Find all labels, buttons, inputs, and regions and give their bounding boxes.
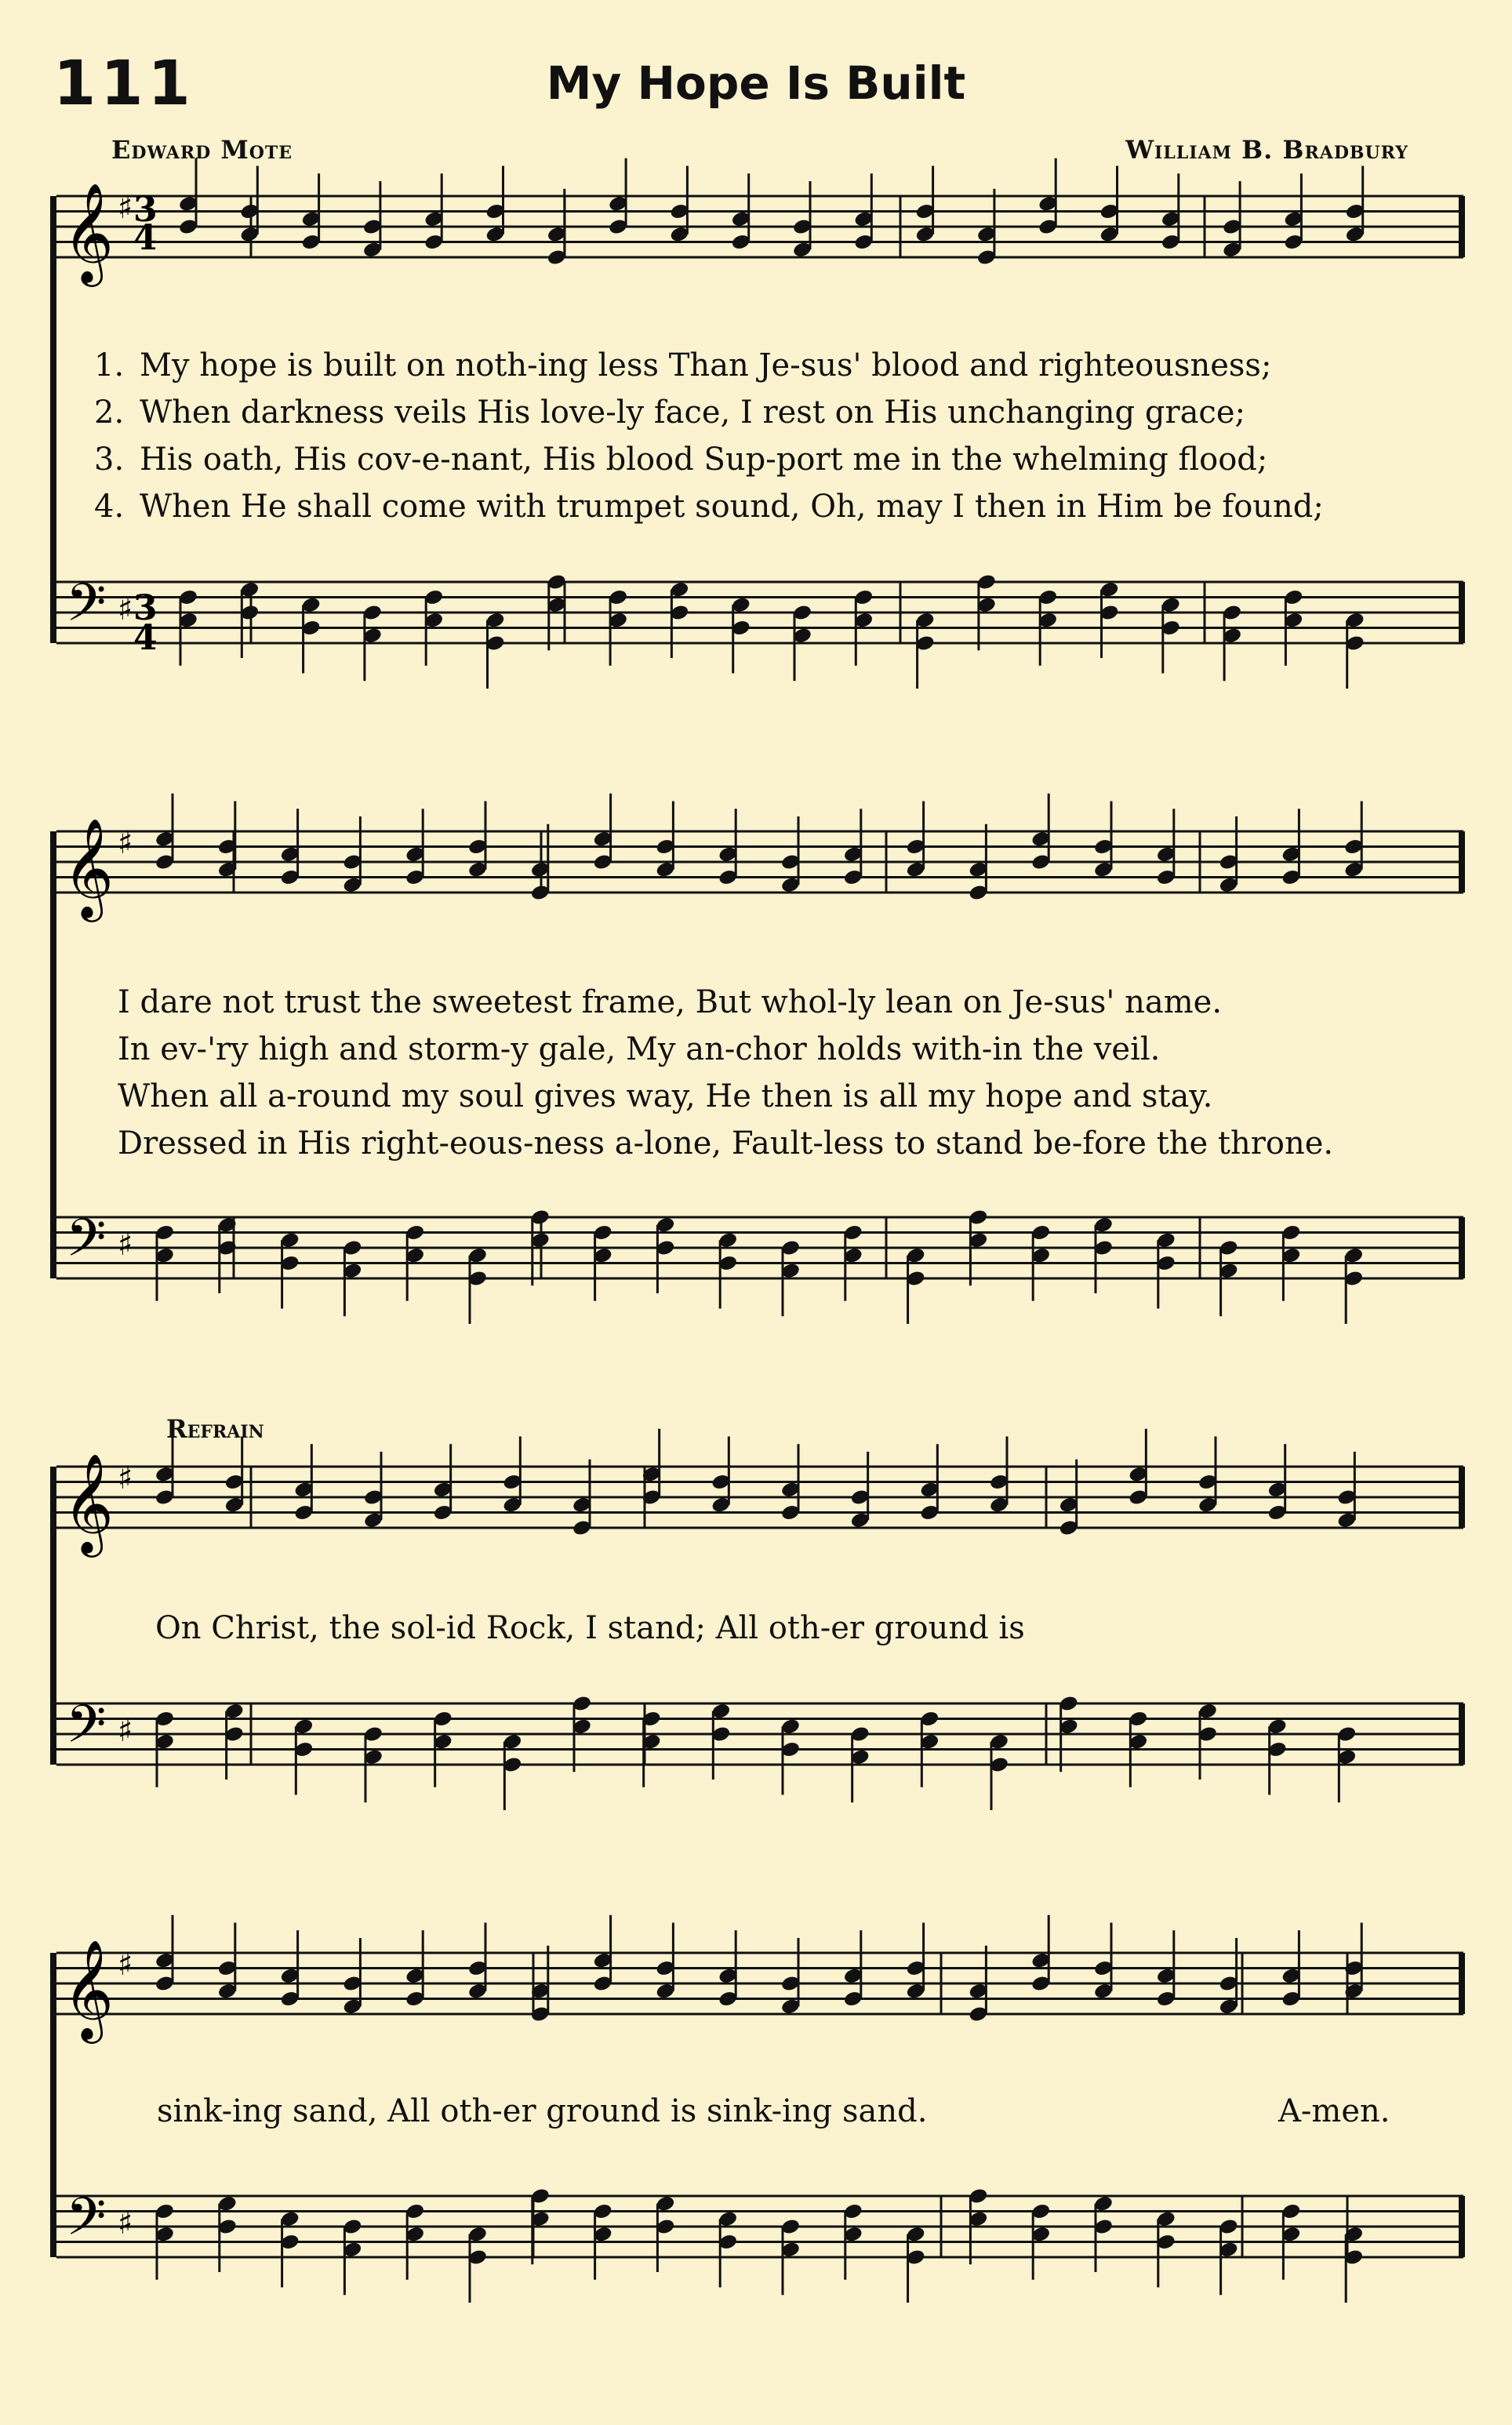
end-bar-line: [1459, 1953, 1465, 2014]
sharp-icon: ♯: [118, 1947, 133, 1983]
sharp-icon: ♯: [118, 591, 133, 627]
sharp-icon: ♯: [118, 1227, 133, 1263]
bass-clef-icon: 𝄢: [66, 1208, 107, 1281]
refrain-label: Refrain: [166, 1414, 264, 1444]
verse-3-line-2: When all a-round my soul gives way, He then is all my hope and stay.: [118, 1078, 1213, 1114]
end-bar-line: [1459, 196, 1465, 257]
system-bracket: [50, 1467, 56, 1765]
bass-clef-icon: 𝄢: [66, 1694, 107, 1767]
treble-clef-icon: 𝄞: [63, 182, 114, 282]
verse-1-line-1: 1. My hope is built on noth-ing less Than Je-sus' blood and righteousness;: [94, 347, 1272, 384]
verse-1-line-2: I dare not trust the sweetest frame, But whol-ly lean on Je-sus' name.: [118, 984, 1223, 1020]
time-signature-digit: 4: [133, 218, 158, 258]
system-bracket: [50, 196, 56, 643]
system-bracket: [50, 831, 56, 1278]
sharp-icon: ♯: [118, 2205, 133, 2241]
refrain-line-2: sink-ing sand, All oth-er ground is sink-ing sand.: [157, 2093, 928, 2129]
treble-clef-icon: 𝄞: [63, 1452, 114, 1553]
treble-clef-icon: 𝄞: [63, 817, 114, 918]
sharp-icon: ♯: [118, 190, 133, 226]
system-bracket: [50, 1953, 56, 2257]
lyricist-credit: Edward Mote: [111, 135, 293, 165]
sharp-icon: ♯: [118, 1460, 133, 1496]
end-bar-line: [1459, 1217, 1465, 1278]
time-signature-digit: 3: [133, 190, 158, 230]
time-signature-digit: 4: [133, 618, 158, 658]
sharp-icon: ♯: [118, 1713, 133, 1749]
verse-2-line-2: In ev-'ry high and storm-y gale, My an-chor holds with-in the veil.: [118, 1031, 1161, 1067]
treble-clef-icon: 𝄞: [63, 1939, 114, 2039]
end-bar-line: [1459, 831, 1465, 893]
bass-clef-icon: 𝄢: [66, 573, 107, 645]
verse-2-line-1: 2. When darkness veils His love-ly face, I rest on His unchanging grace;: [94, 394, 1245, 431]
end-bar-line: [1459, 1703, 1465, 1765]
end-bar-line: [1459, 582, 1465, 643]
end-bar-line: [1459, 2196, 1465, 2257]
hymn-number: 111: [53, 49, 195, 119]
bass-clef-icon: 𝄢: [66, 2187, 107, 2260]
time-signature-digit: 3: [133, 588, 158, 628]
verse-4-line-1: 4. When He shall come with trumpet sound, Oh, may I then in Him be found;: [94, 489, 1324, 525]
sharp-icon: ♯: [118, 825, 133, 861]
hymn-title: My Hope Is Built: [546, 56, 966, 110]
verse-3-line-1: 3. His oath, His cov-e-nant, His blood Sup-port me in the whelming flood;: [94, 442, 1268, 478]
end-bar-line: [1459, 1467, 1465, 1528]
verse-4-line-2: Dressed in His right-eous-ness a-lone, Fault-less to stand be-fore the throne.: [118, 1125, 1334, 1162]
amen: A-men.: [1278, 2093, 1390, 2129]
refrain-line-1: On Christ, the sol-id Rock, I stand; All oth-er ground is: [155, 1610, 1025, 1646]
composer-credit: William B. Bradbury: [1125, 135, 1408, 165]
